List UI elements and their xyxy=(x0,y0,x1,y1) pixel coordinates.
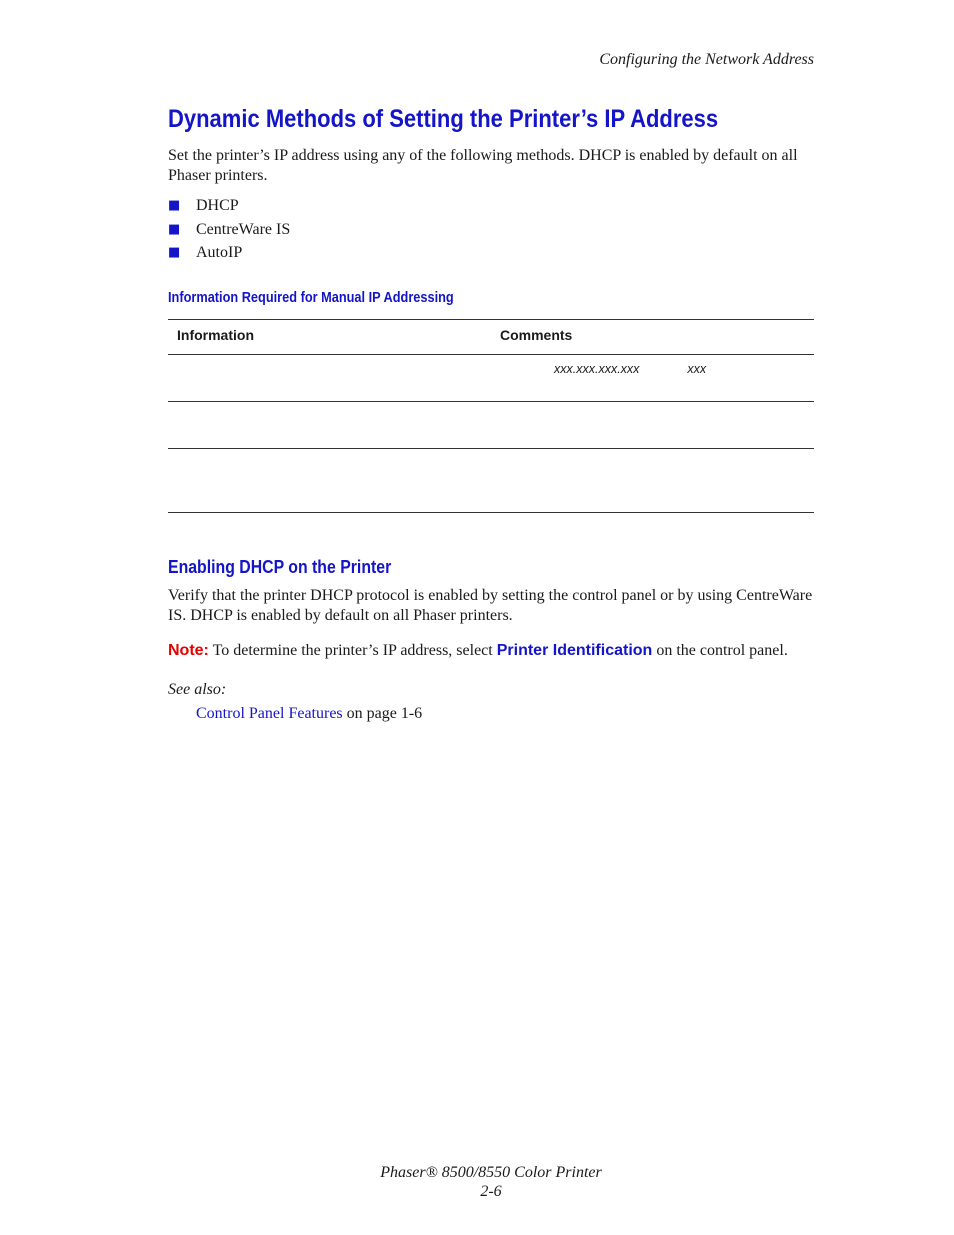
table-row xyxy=(168,401,814,448)
footer-product: Phaser® 8500/8550 Color Printer xyxy=(380,1164,602,1181)
ip-format-text: xxx xyxy=(687,361,707,376)
methods-list xyxy=(168,194,814,265)
table-cell xyxy=(168,401,491,448)
square-bullet-icon: ■ xyxy=(168,221,181,237)
table-cell xyxy=(168,448,491,512)
table-row xyxy=(168,448,814,512)
note-text: on the control panel. xyxy=(652,641,788,659)
table-row xyxy=(168,354,814,401)
table-cell xyxy=(168,354,491,401)
table-cell xyxy=(491,354,814,401)
list-item-label: CentreWare IS xyxy=(196,220,291,238)
list-item xyxy=(168,241,814,265)
see-also-label: See also: xyxy=(168,680,227,698)
running-header: Configuring the Network Address xyxy=(599,51,814,68)
page-reference: on page 1-6 xyxy=(342,704,423,722)
note-text: To determine the printer’s IP address, select xyxy=(208,641,497,659)
list-item-label: DHCP xyxy=(196,197,239,214)
page-content xyxy=(168,100,814,724)
table-caption: Information Required for Manual IP Addressing xyxy=(168,289,454,306)
control-panel-features-link[interactable]: Control Panel Features xyxy=(196,704,343,722)
column-header-comments: Comments xyxy=(491,319,814,354)
column-header-information: Information xyxy=(168,319,491,354)
section-heading-dhcp: Enabling DHCP on the Printer xyxy=(168,556,392,577)
ip-info-table xyxy=(168,319,814,513)
footer-page-number: 2-6 xyxy=(480,1183,502,1200)
dhcp-paragraph: Verify that the printer DHCP protocol is enabled by setting the control panel or by using CentreWare IS. DHCP is enabled by default on all Phaser printers. xyxy=(168,586,813,624)
intro-paragraph: Set the printer’s IP address using any of the following methods. DHCP is enabled by default on all Phaser printers. xyxy=(168,147,798,184)
table-cell xyxy=(491,401,814,448)
table-header-row xyxy=(168,319,814,354)
table-cell xyxy=(491,448,814,512)
note-paragraph xyxy=(168,641,814,661)
page-title: Dynamic Methods of Setting the Printer’s IP Address xyxy=(168,105,719,133)
ip-format-text: xxx.xxx.xxx.xxx xyxy=(554,361,640,376)
list-item xyxy=(168,194,814,218)
list-item-label: AutoIP xyxy=(196,244,243,261)
square-bullet-icon: ■ xyxy=(168,198,181,213)
list-item xyxy=(168,218,814,242)
note-label: Note: xyxy=(168,641,209,659)
square-bullet-icon: ■ xyxy=(168,245,181,260)
page-footer xyxy=(0,1163,954,1201)
see-also-reference xyxy=(168,704,814,724)
ui-term-printer-identification: Printer Identification xyxy=(496,641,653,659)
